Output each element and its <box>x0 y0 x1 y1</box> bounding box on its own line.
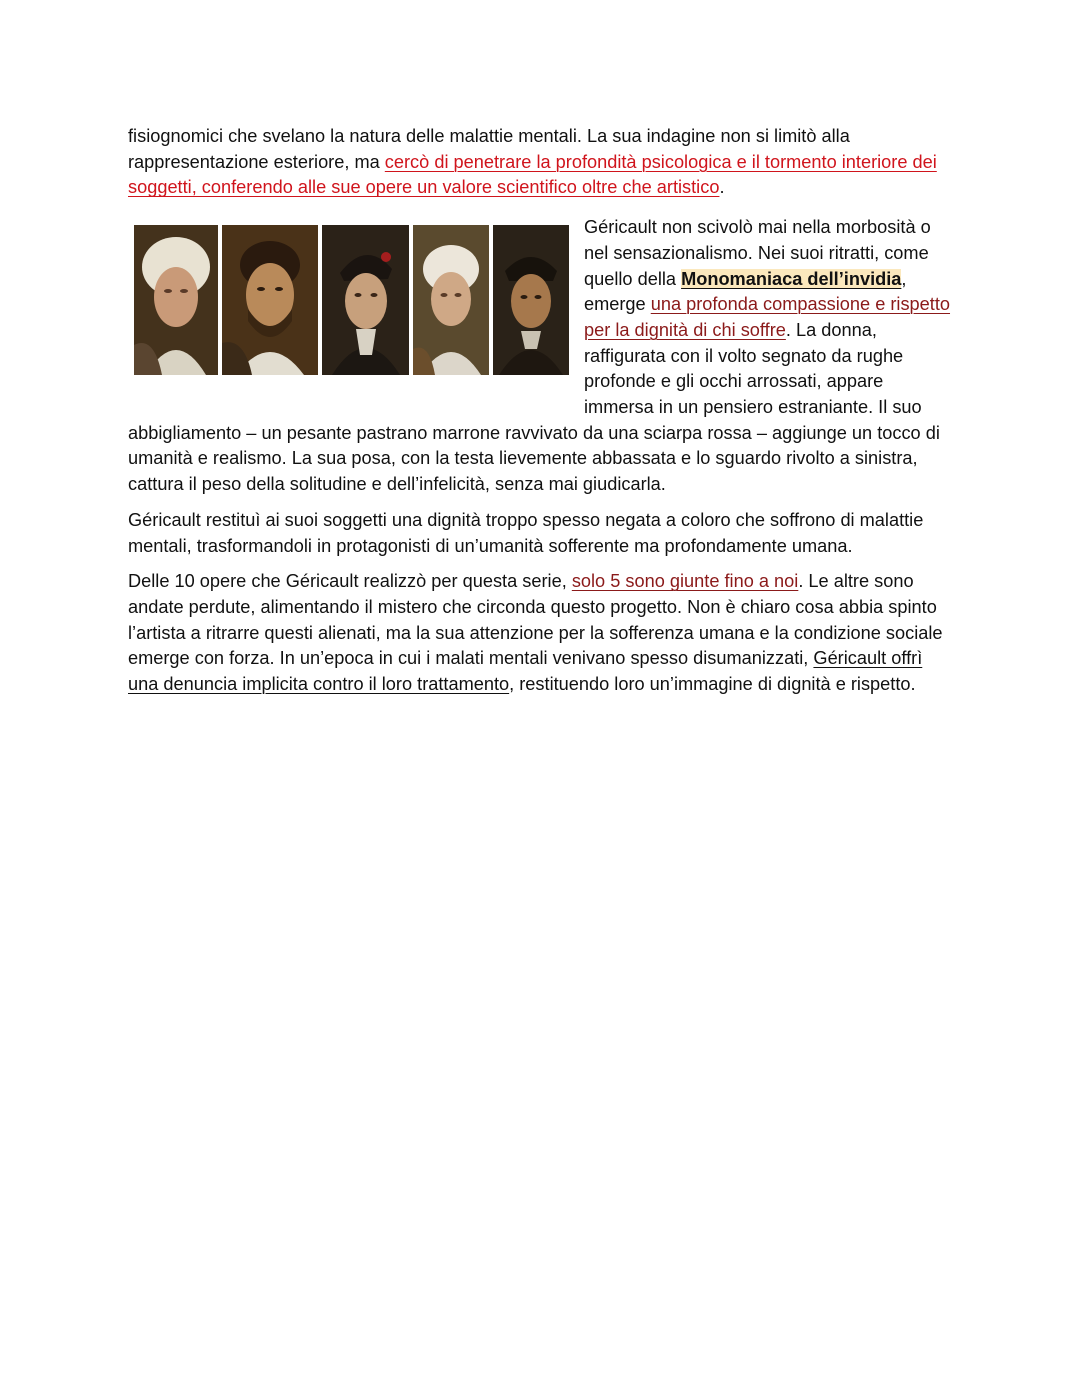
paragraph-monomaniaca <box>128 215 956 498</box>
paragraph-text: , restituendo loro un’immagine di dignità e rispetto. <box>509 674 916 695</box>
paragraph-dignity: Géricault restituì ai suoi soggetti una dignità troppo spesso negata a coloro che soffrono di malattie mentali, trasformandoli in protagonisti di un’umanità sofferente ma profondamente umana. <box>128 509 924 556</box>
portraits-figure <box>128 215 580 407</box>
paragraph-text: Delle 10 opere che Géricault realizzò per questa serie, <box>128 571 572 592</box>
paragraph-text: Géricault non scivolò mai nella morbosità o nel sensazionalismo. Nei suoi ritratti, come quello della <box>584 217 931 289</box>
underlined-dark-red: una profonda compassione e rispetto per la dignità di chi soffre <box>584 294 951 340</box>
paragraph-text: , emerge <box>584 268 907 315</box>
portrait-image <box>493 225 569 375</box>
intro-underlined-red: cercò di penetrare la profondità psicologica e il tormento interiore dei soggetti, conferendo alle sue opere un valore scientifico oltre che artistico <box>128 151 937 198</box>
underlined-text: Géricault offrì una denuncia implicita contro il loro trattamento <box>128 648 923 695</box>
document-page <box>128 124 956 708</box>
highlighted-title: Monomaniaca dell’invidia <box>681 268 902 289</box>
portrait-image <box>222 225 318 375</box>
paragraph-text: . La donna, raffigurata con il volto segnato da rughe profonde e gli occhi arrossati, appare immersa in un pensiero estraniante. Il suo abbigliamento – un pesante pastrano marrone ravvivato da una sciarpa rossa – aggiunge un tocco di umanità e realismo. La sua posa, con la testa lievemente abbassata e lo sguardo rivolto a sinistra, cattura il peso della solitudine e dell’infelicità, senza mai giudicarla. <box>128 319 940 495</box>
paragraph-intro <box>128 124 956 201</box>
portrait-image <box>413 225 489 375</box>
portrait-image <box>322 225 409 375</box>
intro-end: . <box>719 177 725 198</box>
paragraph-text: . Le altre sono andate perdute, alimentando il mistero che circonda questo progetto. Non è chiaro cosa abbia spinto l’artista a ritrarre questi alienati, ma la sua attenzione per la sofferenza umana e la condizione sociale emerge con forza. In un’epoca in cui i malati mentali venivano spesso disumanizzati, <box>128 571 943 669</box>
intro-text: fisiognomici che svelano la natura delle malattie mentali. La sua indagine non si limitò alla rappresentazione esteriore, ma <box>128 126 850 172</box>
portrait-image <box>134 225 218 375</box>
underlined-dark-red: solo 5 sono giunte fino a noi <box>571 571 799 592</box>
paragraph-series <box>128 569 956 698</box>
